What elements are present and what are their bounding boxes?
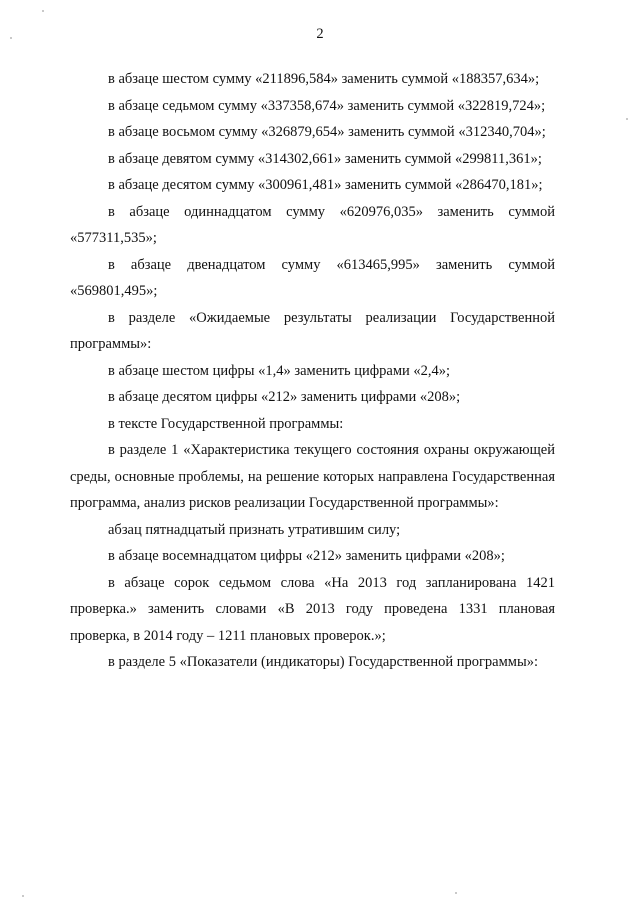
scan-speck [10, 37, 12, 39]
paragraph-2: в абзаце седьмом сумму «337358,674» заменить суммой «322819,724»; [108, 97, 546, 114]
scan-speck [22, 895, 24, 897]
paragraph-8: в разделе «Ожидаемые результаты реализации Государственной программы»: [70, 309, 555, 352]
document-body [70, 66, 555, 676]
paragraph-6: в абзаце одиннадцатом сумму «620976,035» заменить суммой «577311,535»; [70, 203, 555, 246]
paragraph-4: в абзаце девятом сумму «314302,661» заменить суммой «299811,361»; [108, 150, 542, 167]
paragraph-16: в разделе 5 «Показатели (индикаторы) Государственной программы»: [108, 654, 538, 670]
scan-speck [42, 10, 44, 12]
scan-speck [626, 118, 628, 120]
paragraph-3: в абзаце восьмом сумму «326879,654» заменить суммой «312340,704»; [108, 124, 546, 140]
paragraph-7: в абзаце двенадцатом сумму «613465,995» заменить суммой «569801,495»; [70, 256, 555, 299]
page-number: 2 [316, 26, 324, 42]
paragraph-14: в абзаце восемнадцатом цифры «212» заменить цифрами «208»; [108, 548, 505, 564]
paragraph-10: в абзаце десятом цифры «212» заменить цифрами «208»; [108, 389, 461, 405]
paragraph-12: в разделе 1 «Характеристика текущего состояния охраны окружающей среды, основные проблемы, на решение которых направлена Государственная программа, анализ рисков реализации Государственной программы»: [70, 442, 555, 511]
paragraph-13: абзац пятнадцатый признать утратившим силу; [108, 521, 401, 538]
paragraph-11: в тексте Государственной программы: [108, 415, 344, 432]
paragraph-15: в абзаце сорок седьмом слова «На 2013 год запланирована 1421 проверка.» заменить словами «В 2013 году проведена 1331 плановая проверка, в 2014 году – 1211 плановых проверок.»; [70, 574, 555, 644]
scan-speck [455, 892, 457, 894]
paragraph-5: в абзаце десятом сумму «300961,481» заменить суммой «286470,181»; [108, 177, 543, 193]
paragraph-1: в абзаце шестом сумму «211896,584» заменить суммой «188357,634»; [108, 71, 540, 87]
paragraph-9: в абзаце шестом цифры «1,4» заменить цифрами «2,4»; [108, 362, 451, 379]
